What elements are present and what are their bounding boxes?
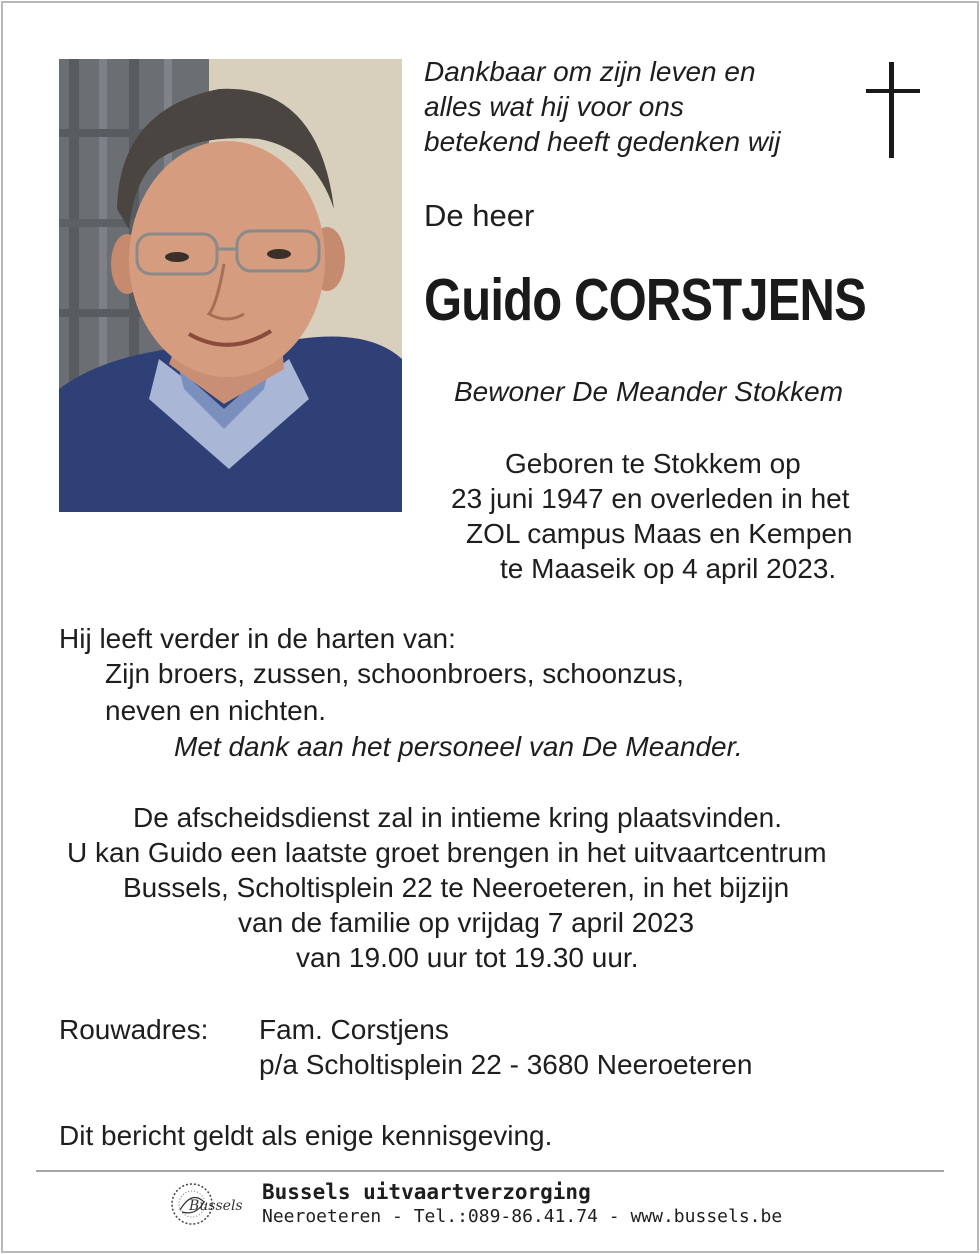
survivors-line: neven en nichten. [105,695,327,726]
birth-death-line: ZOL campus Maas en Kempen [466,518,853,549]
footer-divider [36,1170,944,1172]
quote-line: betekend heeft gedenken wij [424,126,781,157]
service-line: De afscheidsdienst zal in intieme kring plaatsvinden. [133,802,783,833]
address-label: Rouwadres: [59,1014,209,1045]
cross-icon [866,62,920,158]
address-line: Fam. Corstjens [259,1014,449,1045]
birth-death-line: te Maaseik op 4 april 2023. [500,553,837,584]
service-line: Bussels, Scholtisplein 22 te Neeroeteren, in het bijzijn [123,872,790,903]
survivors-line: Zijn broers, zussen, schoonbroers, schoonzus, [105,658,684,689]
residence: Bewoner De Meander Stokkem [454,376,844,407]
honorific: De heer [424,198,535,233]
company-contact: Neeroeteren - Tel.:089-86.41.74 - www.bussels.be [262,1206,783,1227]
birth-death-line: Geboren te Stokkem op [505,448,801,479]
thanks-note: Met dank aan het personeel van De Meander. [174,731,743,762]
quote-line: alles wat hij voor ons [424,91,684,122]
address-line: p/a Scholtisplein 22 - 3680 Neeroeteren [259,1049,753,1080]
portrait-photo [59,59,402,512]
quote-line: Dankbaar om zijn leven en [424,56,756,87]
logo-text: Bussels [189,1198,243,1214]
survivors-intro: Hij leeft verder in de harten van: [59,623,456,654]
memorial-quote [424,54,781,159]
service-line: U kan Guido een laatste groet brengen in het uitvaartcentrum [67,837,827,868]
birth-death-line: 23 juni 1947 en overleden in het [451,483,850,514]
deceased-name: Guido CORSTJENS [424,267,866,333]
service-line: van 19.00 uur tot 19.30 uur. [296,942,639,973]
bussels-logo [170,1180,250,1230]
company-name: Bussels uitvaartverzorging [262,1180,591,1204]
notice: Dit bericht geldt als enige kennisgeving. [59,1120,553,1151]
service-line: van de familie op vrijdag 7 april 2023 [238,907,695,938]
